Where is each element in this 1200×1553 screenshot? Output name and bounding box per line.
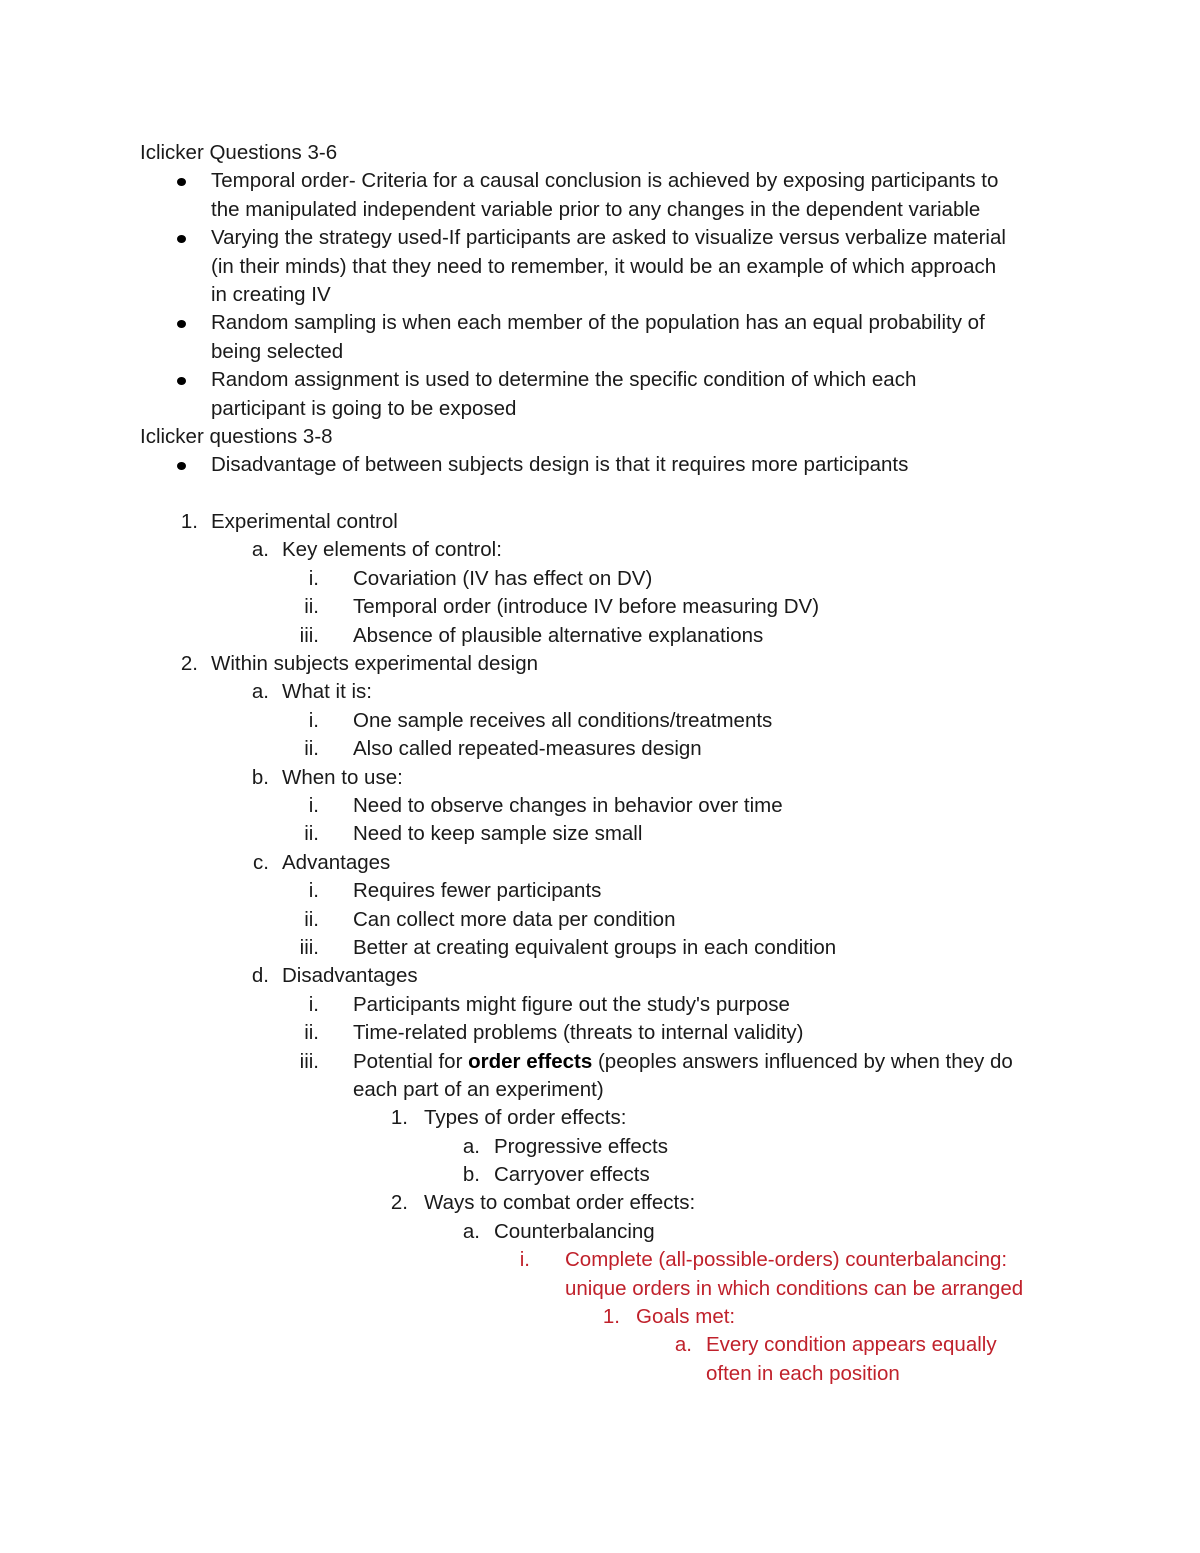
outline-item bbox=[0, 650, 1200, 678]
outline-text: Within subjects experimental design bbox=[211, 652, 539, 676]
outline-item bbox=[0, 1133, 1200, 1161]
outline-continuation-highlight bbox=[0, 1360, 1200, 1388]
list-marker: a. bbox=[462, 1219, 480, 1243]
list-marker: i. bbox=[308, 879, 319, 903]
list-marker: 2. bbox=[390, 1191, 408, 1215]
outline-item bbox=[0, 1019, 1200, 1047]
outline-text: Better at creating equivalent groups in each condition bbox=[353, 935, 837, 959]
outline-item bbox=[0, 1218, 1200, 1246]
outline-text-pre: Potential for bbox=[353, 1049, 469, 1073]
list-marker: 1. bbox=[180, 510, 198, 534]
bullet-icon bbox=[177, 377, 186, 385]
outline-text: Complete (all-possible-orders) counterbalancing: bbox=[565, 1248, 1008, 1272]
heading-text: Iclicker questions 3-8 bbox=[140, 424, 333, 448]
list-marker: b. bbox=[462, 1163, 480, 1187]
outline-text: When to use: bbox=[282, 765, 403, 789]
list-marker: i. bbox=[519, 1248, 530, 1272]
outline-item bbox=[0, 849, 1200, 877]
bullet-item bbox=[0, 451, 1200, 479]
outline-text: Also called repeated-measures design bbox=[353, 737, 702, 761]
outline-item bbox=[0, 877, 1200, 905]
outline-item-highlight bbox=[0, 1303, 1200, 1331]
outline-text: Carryover effects bbox=[494, 1163, 650, 1187]
bullet-text: Random assignment is used to determine the specific condition of which each bbox=[211, 368, 917, 392]
list-marker: a. bbox=[251, 680, 269, 704]
bullet-text: (in their minds) that they need to remember, it would be an example of which approach bbox=[211, 254, 997, 278]
list-marker: 2. bbox=[180, 652, 198, 676]
outline-text: Covariation (IV has effect on DV) bbox=[353, 566, 653, 590]
outline-text: Need to keep sample size small bbox=[353, 822, 643, 846]
order-effects-term: order effects bbox=[468, 1049, 593, 1073]
outline-text: Can collect more data per condition bbox=[353, 907, 676, 931]
bullet-text: being selected bbox=[211, 339, 344, 363]
outline-text: Need to observe changes in behavior over time bbox=[353, 793, 783, 817]
document-page bbox=[0, 139, 1200, 1388]
list-marker: i. bbox=[308, 566, 319, 590]
bullet-text: Disadvantage of between subjects design is that it requires more participants bbox=[211, 453, 909, 477]
outline-item bbox=[0, 508, 1200, 536]
blank-line bbox=[0, 480, 1200, 508]
list-marker: c. bbox=[253, 850, 269, 874]
bullet-text: participant is going to be exposed bbox=[211, 396, 517, 420]
outline-item bbox=[0, 1161, 1200, 1189]
list-marker: ii. bbox=[304, 907, 319, 931]
outline-continuation-highlight bbox=[0, 1275, 1200, 1303]
outline-text: unique orders in which conditions can be arranged bbox=[565, 1276, 1024, 1300]
outline-item bbox=[0, 536, 1200, 564]
list-marker: a. bbox=[462, 1134, 480, 1158]
bullet-icon bbox=[177, 320, 186, 328]
outline-text: each part of an experiment) bbox=[353, 1077, 604, 1101]
section-heading bbox=[0, 423, 1200, 451]
list-marker: ii. bbox=[304, 595, 319, 619]
outline-text: Disadvantages bbox=[282, 964, 418, 988]
outline-item bbox=[0, 991, 1200, 1019]
outline-text: Time-related problems (threats to internal validity) bbox=[353, 1021, 804, 1045]
list-marker: iii. bbox=[299, 1049, 319, 1073]
bullet-item bbox=[0, 309, 1200, 337]
outline-text: Types of order effects: bbox=[424, 1106, 627, 1130]
bullet-text: Random sampling is when each member of the population has an equal probability of bbox=[211, 311, 985, 335]
outline-text: Requires fewer participants bbox=[353, 879, 602, 903]
outline-text: One sample receives all conditions/treatments bbox=[353, 708, 773, 732]
list-marker: ii. bbox=[304, 1021, 319, 1045]
outline-text: Ways to combat order effects: bbox=[424, 1191, 696, 1215]
list-marker: i. bbox=[308, 708, 319, 732]
list-marker: iii. bbox=[299, 935, 319, 959]
outline-text: Progressive effects bbox=[494, 1134, 668, 1158]
bullet-text: in creating IV bbox=[211, 282, 331, 306]
bullet-item bbox=[0, 167, 1200, 195]
outline-item bbox=[0, 764, 1200, 792]
outline-text: Every condition appears equally bbox=[706, 1333, 997, 1357]
list-marker: ii. bbox=[304, 822, 319, 846]
outline-text: Goals met: bbox=[636, 1305, 736, 1329]
section-heading bbox=[0, 139, 1200, 167]
bullet-continuation bbox=[0, 395, 1200, 423]
list-marker: i. bbox=[308, 793, 319, 817]
outline-text: Participants might figure out the study's purpose bbox=[353, 992, 790, 1016]
bullet-text: the manipulated independent variable prior to any changes in the dependent variable bbox=[211, 197, 981, 221]
outline-item bbox=[0, 1104, 1200, 1132]
list-marker: a. bbox=[251, 538, 269, 562]
outline-item bbox=[0, 934, 1200, 962]
outline-item bbox=[0, 792, 1200, 820]
list-marker: 1. bbox=[602, 1305, 620, 1329]
outline-item bbox=[0, 962, 1200, 990]
outline-item bbox=[0, 735, 1200, 763]
outline-item bbox=[0, 593, 1200, 621]
bullet-icon bbox=[177, 178, 186, 186]
outline-item bbox=[0, 906, 1200, 934]
outline-text: Advantages bbox=[282, 850, 391, 874]
outline-text: Temporal order (introduce IV before measuring DV) bbox=[353, 595, 820, 619]
outline-text: Experimental control bbox=[211, 510, 398, 534]
outline-text: often in each position bbox=[706, 1361, 900, 1385]
bullet-continuation bbox=[0, 338, 1200, 366]
outline-text: What it is: bbox=[282, 680, 372, 704]
bullet-continuation bbox=[0, 253, 1200, 281]
outline-continuation bbox=[0, 1076, 1200, 1104]
list-marker: b. bbox=[251, 765, 269, 789]
list-marker: 1. bbox=[390, 1106, 408, 1130]
list-marker: iii. bbox=[299, 623, 319, 647]
outline-item bbox=[0, 707, 1200, 735]
outline-item bbox=[0, 565, 1200, 593]
outline-text: Absence of plausible alternative explanations bbox=[353, 623, 764, 647]
outline-text: Key elements of control: bbox=[282, 538, 502, 562]
outline-text: Counterbalancing bbox=[494, 1219, 655, 1243]
outline-item-highlight bbox=[0, 1246, 1200, 1274]
bullet-text: Temporal order- Criteria for a causal conclusion is achieved by exposing participants to bbox=[211, 169, 999, 193]
bullet-continuation bbox=[0, 196, 1200, 224]
bullet-item bbox=[0, 224, 1200, 252]
list-marker: a. bbox=[674, 1333, 692, 1357]
outline-item bbox=[0, 622, 1200, 650]
outline-item-highlight bbox=[0, 1331, 1200, 1359]
bullet-continuation bbox=[0, 281, 1200, 309]
list-marker: ii. bbox=[304, 737, 319, 761]
outline-item bbox=[0, 678, 1200, 706]
bullet-icon bbox=[177, 462, 186, 470]
outline-item bbox=[0, 820, 1200, 848]
outline-item bbox=[0, 1189, 1200, 1217]
list-marker: d. bbox=[251, 964, 269, 988]
outline-text bbox=[353, 1048, 1013, 1076]
heading-text: Iclicker Questions 3-6 bbox=[140, 141, 338, 164]
bullet-item bbox=[0, 366, 1200, 394]
bullet-icon bbox=[177, 235, 186, 243]
outline-item bbox=[0, 1048, 1200, 1076]
bullet-text: Varying the strategy used-If participants are asked to visualize versus verbalize material bbox=[211, 226, 1006, 250]
outline-text-post: (peoples answers influenced by when they do bbox=[592, 1049, 1013, 1073]
list-marker: i. bbox=[308, 992, 319, 1016]
